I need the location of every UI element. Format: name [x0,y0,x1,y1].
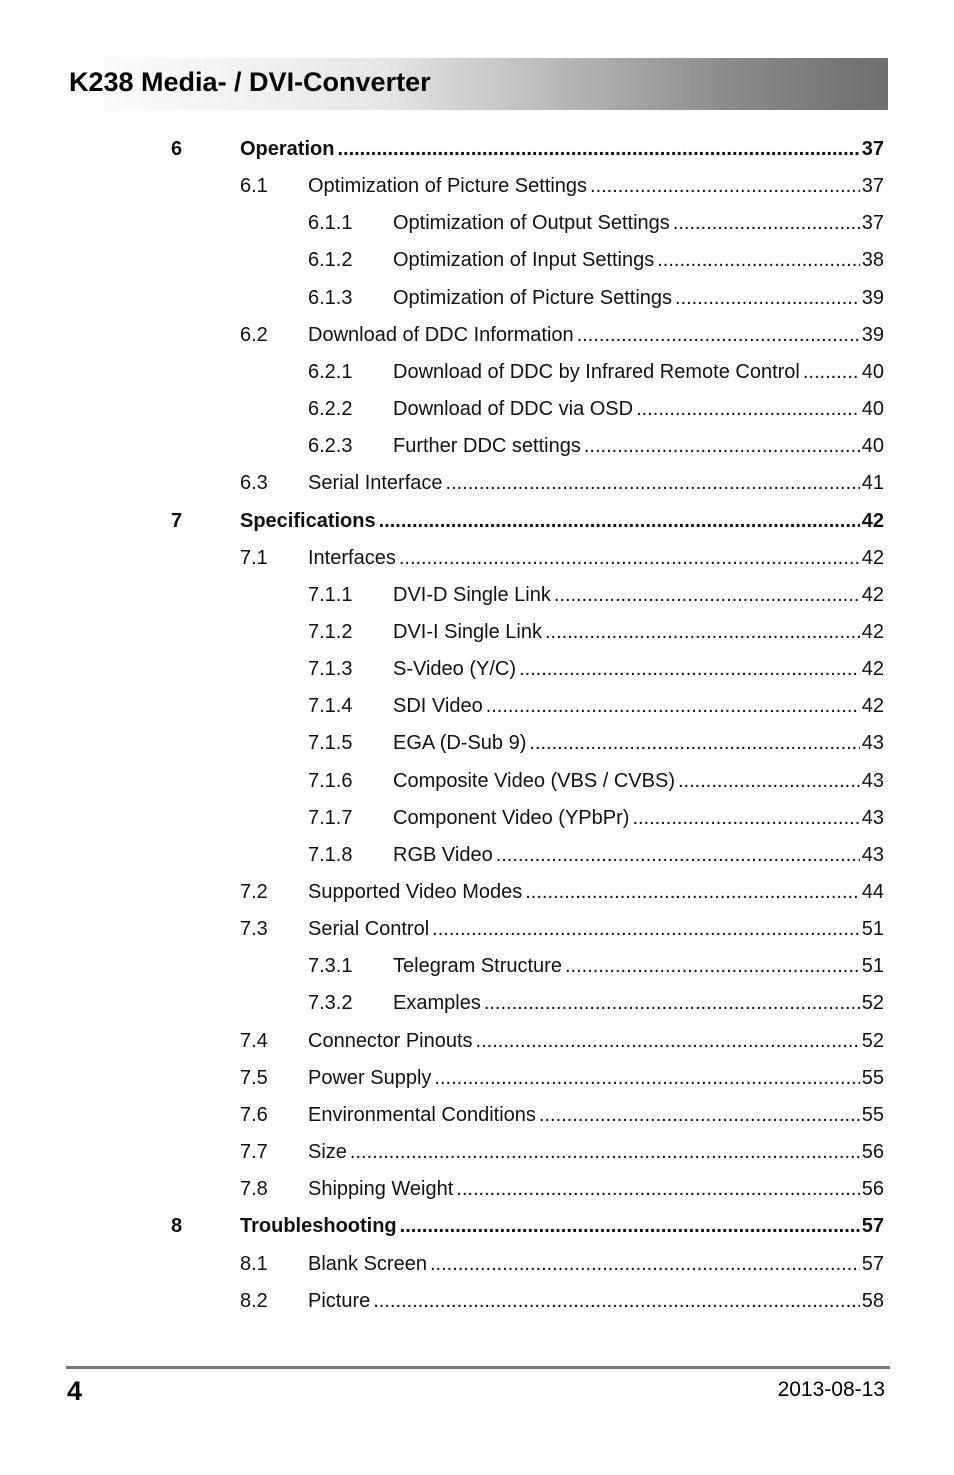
toc-entry-line [308,171,884,201]
toc-entry-line [240,134,884,164]
toc-entry-line [240,506,884,536]
toc-entry-line [393,394,884,424]
toc-entry-page: 42 [861,658,884,680]
toc-entry-title: Power Supply [308,1067,432,1089]
toc-entry-title: Picture [308,1290,371,1312]
toc-entry-number: 6 [171,138,183,160]
toc-entry-page: 42 [861,695,884,717]
toc-entry-page: 37 [861,212,884,234]
toc-entry[interactable] [0,951,954,981]
toc-entry-page: 37 [861,138,884,160]
toc-entry-number: 6.3 [240,472,268,494]
toc-entry-page: 58 [861,1290,884,1312]
toc-entry-title: Serial Control [308,918,430,940]
toc-entry-page: 40 [861,398,884,420]
toc-entry-page: 44 [861,881,884,903]
toc-entry-line [308,1174,884,1204]
toc-entry[interactable] [0,914,954,944]
toc-entry[interactable] [0,1211,954,1241]
toc-entry[interactable] [0,988,954,1018]
toc-entry-line [393,803,884,833]
toc-entry-line [308,320,884,350]
toc-entry-page: 37 [861,175,884,197]
toc-entry-page: 52 [861,1030,884,1052]
dot-leader [430,1249,860,1279]
toc-entry-title: Optimization of Picture Settings [393,287,673,309]
toc-entry-line [308,1286,884,1316]
dot-leader [486,691,860,721]
toc-entry-number: 7.2 [240,881,268,903]
toc-entry-page: 39 [861,287,884,309]
toc-entry-page: 40 [861,361,884,383]
toc-entry[interactable] [0,728,954,758]
dot-leader [519,654,860,684]
toc-entry[interactable] [0,617,954,647]
toc-entry-line [393,357,884,387]
toc-entry-line [393,580,884,610]
toc-entry-number: 7.7 [240,1141,268,1163]
toc-entry-title: Blank Screen [308,1253,427,1275]
dot-leader [379,506,860,536]
dot-leader [673,208,860,238]
toc-entry-title: Composite Video (VBS / CVBS) [393,770,675,792]
toc-entry-number: 6.2.2 [308,398,353,420]
dot-leader [350,1137,860,1167]
toc-entry-page: 43 [861,732,884,754]
toc-entry[interactable] [0,840,954,870]
page-number: 4 [67,1376,83,1406]
dot-leader [399,543,860,573]
toc-entry-number: 8.2 [240,1290,268,1312]
toc-entry-page: 42 [861,510,884,532]
toc-entry-number: 7.1.3 [308,658,353,680]
toc-entry-line [308,468,884,498]
dot-leader [456,1174,859,1204]
dot-leader [529,728,859,758]
toc-entry-title: Environmental Conditions [308,1104,536,1126]
toc-entry-title: Serial Interface [308,472,443,494]
toc-entry-page: 43 [861,844,884,866]
toc-entry-number: 6.1.3 [308,287,353,309]
toc-entry[interactable] [0,245,954,275]
toc-entry-line [393,208,884,238]
toc-entry-page: 55 [861,1104,884,1126]
toc-entry-number: 7.1.7 [308,807,353,829]
dot-leader [636,394,860,424]
toc-entry[interactable] [0,506,954,536]
toc-entry-line [240,1211,884,1241]
toc-entry-line [393,766,884,796]
dot-leader [554,580,860,610]
toc-entry[interactable] [0,877,954,907]
toc-entry-line [393,691,884,721]
toc-entry-number: 6.1.1 [308,212,353,234]
toc-entry-number: 7.1.2 [308,621,353,643]
toc-entry-page: 38 [861,249,884,271]
toc-entry-title: Further DDC settings [393,435,581,457]
toc-entry[interactable] [0,543,954,573]
toc-entry-line [393,431,884,461]
toc-entry-number: 7.3.2 [308,992,353,1014]
toc-entry-page: 42 [861,547,884,569]
toc-entry-number: 6.1 [240,175,268,197]
toc-entry[interactable] [0,394,954,424]
toc-entry-number: 8 [171,1215,183,1237]
toc-entry-number: 6.2.3 [308,435,353,457]
toc-entry-number: 7.6 [240,1104,268,1126]
toc-entry-page: 52 [861,992,884,1014]
toc-entry-line [393,840,884,870]
toc-entry-number: 6.2 [240,324,268,346]
dot-leader [803,357,860,387]
dot-leader [590,171,860,201]
toc-entry-title: S-Video (Y/C) [393,658,517,680]
toc-entry-title: Component Video (YPbPr) [393,807,630,829]
toc-entry-title: RGB Video [393,844,493,866]
toc-entry[interactable] [0,1026,954,1056]
toc-entry-title: Optimization of Output Settings [393,212,670,234]
toc-entry-number: 6.1.2 [308,249,353,271]
dot-leader [373,1286,860,1316]
toc-entry[interactable] [0,468,954,498]
toc-entry-title: Size [308,1141,347,1163]
dot-leader [577,320,860,350]
toc-entry[interactable] [0,580,954,610]
toc-entry-title: Optimization of Input Settings [393,249,655,271]
toc-entry-number: 7.4 [240,1030,268,1052]
toc-entry-title: Download of DDC by Infrared Remote Control [393,361,800,383]
dot-leader [400,1211,860,1241]
dot-leader [678,766,860,796]
toc-entry-number: 7.1.4 [308,695,353,717]
dot-leader [484,988,860,1018]
toc-entry-page: 41 [861,472,884,494]
toc-entry[interactable] [0,691,954,721]
dot-leader [476,1026,860,1056]
dot-leader [496,840,860,870]
toc-entry-title: Operation [240,138,335,160]
toc-entry-title: Download of DDC Information [308,324,574,346]
toc-entry[interactable] [0,654,954,684]
dot-leader [434,1063,859,1093]
toc-entry-title: Troubleshooting [240,1215,397,1237]
toc-entry-page: 40 [861,435,884,457]
toc-entry-line [308,1249,884,1279]
dot-leader [432,914,860,944]
toc-entry-title: Specifications [240,510,376,532]
toc-entry-title: Examples [393,992,481,1014]
toc-entry-title: EGA (D-Sub 9) [393,732,527,754]
dot-leader [525,877,860,907]
toc-entry-line [393,283,884,313]
toc-entry-line [308,1063,884,1093]
toc-entry-line [308,1026,884,1056]
dot-leader [584,431,860,461]
toc-entry-line [393,728,884,758]
dot-leader [446,468,860,498]
toc-entry-title: Download of DDC via OSD [393,398,634,420]
toc-entry-number: 7.1.6 [308,770,353,792]
toc-entry-page: 51 [861,918,884,940]
toc-entry-number: 7.8 [240,1178,268,1200]
toc-entry-line [308,877,884,907]
toc-entry-page: 42 [861,584,884,606]
toc-entry-line [393,951,884,981]
toc-entry-page: 55 [861,1067,884,1089]
toc-entry-page: 56 [861,1178,884,1200]
toc-entry[interactable] [0,134,954,164]
toc-entry-number: 7.1.8 [308,844,353,866]
toc-entry-title: Telegram Structure [393,955,562,977]
toc-entry-number: 8.1 [240,1253,268,1275]
toc-entry-page: 57 [861,1215,884,1237]
toc-entry-line [308,1100,884,1130]
toc-entry-page: 39 [861,324,884,346]
toc-entry-number: 7.3 [240,918,268,940]
toc-entry[interactable] [0,357,954,387]
dot-leader [565,951,860,981]
toc-entry-number: 7 [171,510,183,532]
toc-entry[interactable] [0,1174,954,1204]
toc-entry-page: 56 [861,1141,884,1163]
toc-entry-title: Supported Video Modes [308,881,523,903]
footer-date: 2013-08-13 [777,1378,885,1401]
toc-entry[interactable] [0,1100,954,1130]
toc-entry[interactable] [0,1249,954,1279]
toc-entry-line [393,654,884,684]
dot-leader [337,134,859,164]
toc-entry-number: 7.3.1 [308,955,353,977]
toc-entry-page: 57 [861,1253,884,1275]
toc-entry[interactable] [0,208,954,238]
dot-leader [539,1100,860,1130]
toc-entry-page: 51 [861,955,884,977]
toc-entry-number: 7.1.5 [308,732,353,754]
toc-entry-line [308,914,884,944]
toc-entry[interactable] [0,320,954,350]
toc-entry[interactable] [0,1063,954,1093]
toc-entry-title: DVI-I Single Link [393,621,542,643]
toc-entry[interactable] [0,1137,954,1167]
toc-entry-title: DVI-D Single Link [393,584,551,606]
dot-leader [675,283,860,313]
toc-entry[interactable] [0,1286,954,1316]
toc-entry-number: 7.1.1 [308,584,353,606]
toc-entry-number: 7.5 [240,1067,268,1089]
dot-leader [657,245,860,275]
toc-entry-line [393,988,884,1018]
toc-entry-line [308,1137,884,1167]
toc-entry-number: 7.1 [240,547,268,569]
toc-entry[interactable] [0,803,954,833]
toc-entry-page: 42 [861,621,884,643]
toc-entry[interactable] [0,171,954,201]
toc-entry-title: Interfaces [308,547,396,569]
toc-entry-line [393,245,884,275]
toc-entry-title: SDI Video [393,695,483,717]
toc-entry-page: 43 [861,770,884,792]
toc-entry-number: 6.2.1 [308,361,353,383]
dot-leader [545,617,860,647]
toc-entry[interactable] [0,431,954,461]
toc-entry-line [393,617,884,647]
toc-entry-line [308,543,884,573]
toc-entry-title: Optimization of Picture Settings [308,175,588,197]
footer-divider [66,1366,890,1369]
toc-entry-title: Connector Pinouts [308,1030,473,1052]
document-title: K238 Media- / DVI-Converter [69,67,431,97]
toc-entry-title: Shipping Weight [308,1178,454,1200]
toc-entry[interactable] [0,283,954,313]
toc-entry[interactable] [0,766,954,796]
toc-entry-page: 43 [861,807,884,829]
dot-leader [632,803,859,833]
